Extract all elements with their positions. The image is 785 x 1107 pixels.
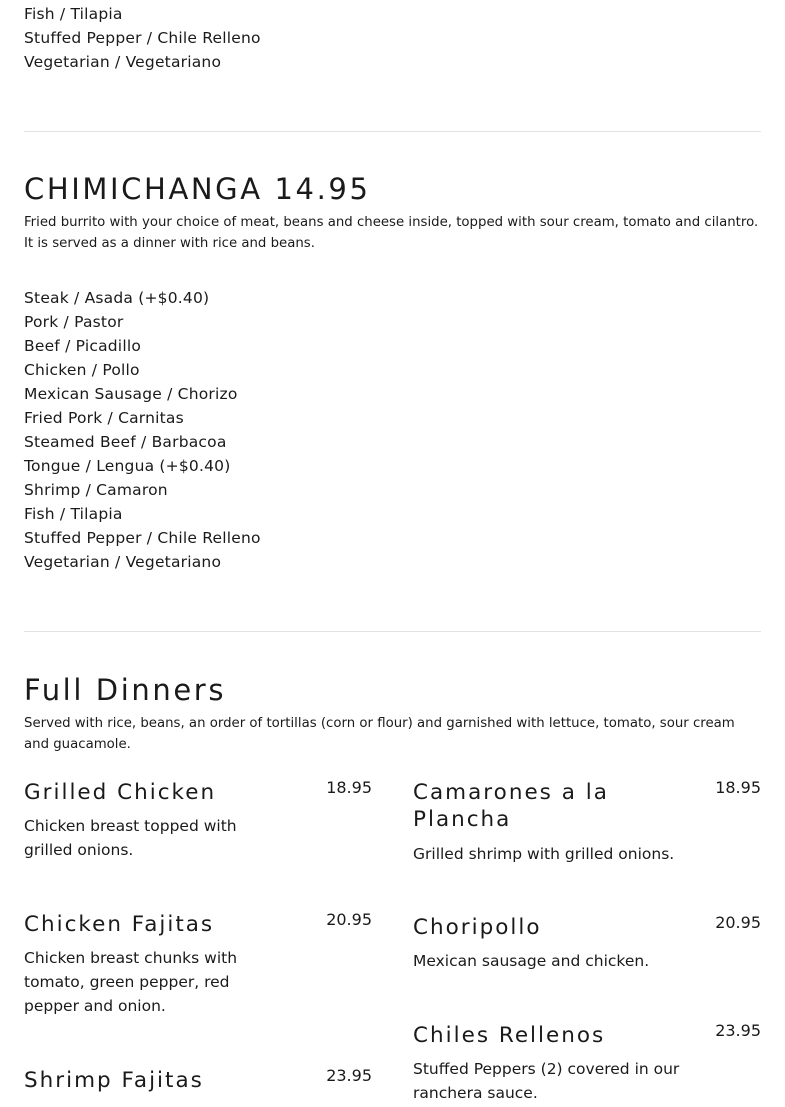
- dish-price: 18.95: [326, 778, 372, 797]
- menu-option: Beef / Picadillo: [24, 337, 142, 355]
- menu-option: Shrimp / Camaron: [24, 481, 168, 499]
- dish-description: Grilled shrimp with grilled onions.: [413, 845, 675, 863]
- dish-description: Chicken breast chunks with tomato, green pepper, red pepper and onion.: [24, 949, 238, 1015]
- dish-price: 18.95: [715, 778, 761, 797]
- dish-name: Choripollo: [413, 915, 542, 940]
- menu-option: Stuffed Pepper / Chile Relleno: [24, 29, 261, 47]
- dish-price: 23.95: [326, 1066, 372, 1085]
- menu-option: Vegetarian / Vegetariano: [24, 53, 222, 71]
- menu-option: Pork / Pastor: [24, 313, 124, 331]
- dish-price: 20.95: [326, 910, 372, 929]
- menu-option: Vegetarian / Vegetariano: [24, 553, 222, 571]
- menu-option: Steamed Beef / Barbacoa: [24, 433, 227, 451]
- dish-name: Chicken Fajitas: [24, 912, 215, 937]
- section-description: Fried burrito with your choice of meat, beans and cheese inside, topped with sour cream, tomato and cilantro. It is served as a dinner with rice and beans.: [24, 215, 759, 251]
- section-divider: [24, 631, 761, 632]
- dish-price: 20.95: [715, 913, 761, 932]
- menu-option: Mexican Sausage / Chorizo: [24, 385, 238, 403]
- menu-option: Steak / Asada (+$0.40): [24, 289, 210, 307]
- menu-option: Fish / Tilapia: [24, 5, 123, 23]
- menu-option: Chicken / Pollo: [24, 361, 140, 379]
- menu-option: Tongue / Lengua (+$0.40): [24, 457, 231, 475]
- dish-description: Stuffed Peppers (2) covered in our ranchera sauce.: [413, 1060, 680, 1102]
- dish-description: Chicken breast topped with grilled onions.: [24, 817, 237, 859]
- menu-option: Stuffed Pepper / Chile Relleno: [24, 529, 261, 547]
- menu-option: Fried Pork / Carnitas: [24, 409, 184, 427]
- dish-name: Camarones a la Plancha: [413, 780, 609, 832]
- menu-option: Fish / Tilapia: [24, 505, 123, 523]
- section-description: Served with rice, beans, an order of tortillas (corn or flour) and garnished with lettuce, tomato, sour cream and guacamole.: [24, 716, 735, 752]
- section-title-chimichanga: CHIMICHANGA 14.95: [24, 172, 371, 206]
- dish-name: Shrimp Fajitas: [24, 1068, 204, 1093]
- dish-description: Mexican sausage and chicken.: [413, 952, 650, 970]
- dish-name: Chiles Rellenos: [413, 1023, 606, 1048]
- dish-name: Grilled Chicken: [24, 780, 217, 805]
- dish-price: 23.95: [715, 1021, 761, 1040]
- section-divider: [24, 131, 761, 132]
- section-title-full-dinners: Full Dinners: [24, 673, 227, 707]
